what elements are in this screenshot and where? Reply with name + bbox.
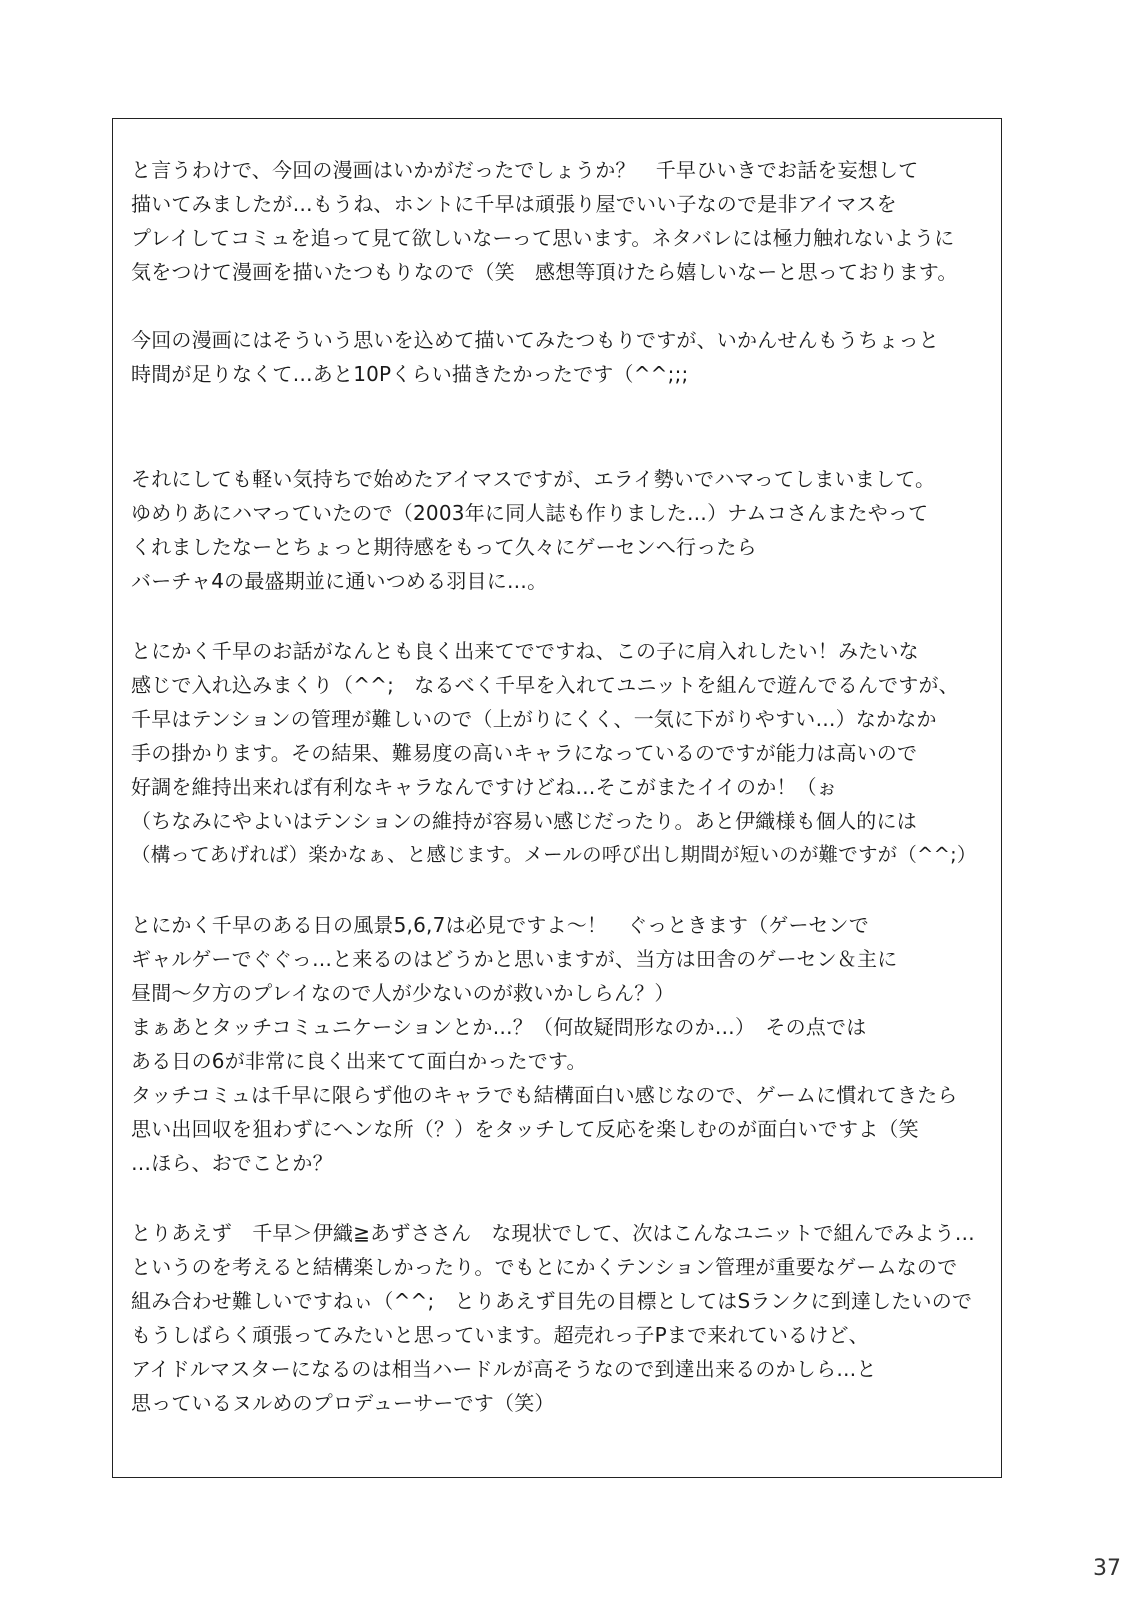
text-line: とりあえず 千早＞伊織≧あずささん な現状でして、次はこんなユニットで組んでみよう…	[131, 1221, 975, 1245]
text-line: 思い出回収を狙わずにヘンな所（？）をタッチして反応を楽しむのが面白いですよ（笑	[131, 1117, 919, 1141]
text-line: 描いてみましたが…もうね、ホントに千早は頑張り屋でいい子なので是非アイマスを	[131, 192, 897, 216]
text-line: それにしても軽い気持ちで始めたアイマスですが、エライ勢いでハマってしまいまして。	[131, 467, 936, 491]
text-line: もうしばらく頑張ってみたいと思っています。超売れっ子Pまで来れているけど、	[131, 1323, 869, 1347]
text-line: プレイしてコミュを追って見て欲しいなーって思います。ネタバレには極力触れないように	[131, 226, 955, 250]
text-line: タッチコミュは千早に限らず他のキャラでも結構面白い感じなので、ゲームに慣れてきたら	[131, 1083, 958, 1107]
text-line: アイドルマスターになるのは相当ハードルが高そうなので到達出来るのかしら…と	[131, 1357, 877, 1381]
text-line: 昼間～夕方のプレイなので人が少ないのが救いかしらん？）	[131, 981, 675, 1005]
text-line: というのを考えると結構楽しかったり。でもとにかくテンション管理が重要なゲームなので	[131, 1255, 958, 1279]
text-line: 気をつけて漫画を描いたつもりなので（笑 感想等頂けたら嬉しいなーと思っております。	[131, 260, 958, 284]
text-line: と言うわけで、今回の漫画はいかがだったでしょうか？ 千早ひいきでお話を妄想して	[131, 158, 919, 182]
text-line: ギャルゲーでぐぐっ…と来るのはどうかと思いますが、当方は田舎のゲーセン＆主に	[131, 947, 898, 971]
text-line: くれましたなーとちょっと期待感をもって久々にゲーセンへ行ったら	[131, 535, 757, 559]
text-line: とにかく千早のある日の風景5,6,7は必見ですよ～！ ぐっときます（ゲーセンで	[131, 913, 869, 937]
text-line: …ほら、おでことか？	[131, 1151, 333, 1175]
text-line: 組み合わせ難しいですねぃ（^^; とりあえず目先の目標としてはSランクに到達したいので	[131, 1289, 973, 1313]
text-line: 千早はテンションの管理が難しいので（上がりにくく、一気に下がりやすい…）なかなか	[131, 707, 937, 731]
text-line: ある日の6が非常に良く出来てて面白かったです。	[131, 1049, 587, 1073]
text-line: 今回の漫画にはそういう思いを込めて描いてみたつもりですが、いかんせんもうちょっと	[131, 328, 939, 352]
text-line: 時間が足りなくて…あと10Pくらい描きたかったです（^^;;;	[131, 362, 689, 386]
text-line: （ちなみにやよいはテンションの維持が容易い感じだったり。あと伊織様も個人的には	[131, 809, 917, 833]
text-line: とにかく千早のお話がなんとも良く出来てでですね、この子に肩入れしたい！みたいな	[131, 639, 919, 663]
text-line: （構ってあげれば）楽かなぁ、と感じます。メールの呼び出し期間が短いのが難ですが（^^;）	[131, 843, 977, 866]
text-line: バーチャ4の最盛期並に通いつめる羽目に…。	[131, 569, 548, 593]
text-line: まぁあとタッチコミュニケーションとか…？（何故疑問形なのか…） その点では	[131, 1015, 867, 1039]
text-line: 感じで入れ込みまくり（^^; なるべく千早を入れてユニットを組んで遊んでるんですが、	[131, 673, 959, 697]
text-line: ゆめりあにハマっていたので（2003年に同人誌も作りました…）ナムコさんまたやって	[131, 501, 929, 525]
text-line: 手の掛かります。その結果、難易度の高いキャラになっているのですが能力は高いので	[131, 741, 918, 765]
text-line: 好調を維持出来れば有利なキャラなんですけどね…そこがまたイイのか！（ぉ	[131, 775, 837, 799]
text-line: 思っているヌルめのプロデューサーです（笑）	[131, 1391, 555, 1415]
page-number: 37	[1093, 1556, 1121, 1581]
